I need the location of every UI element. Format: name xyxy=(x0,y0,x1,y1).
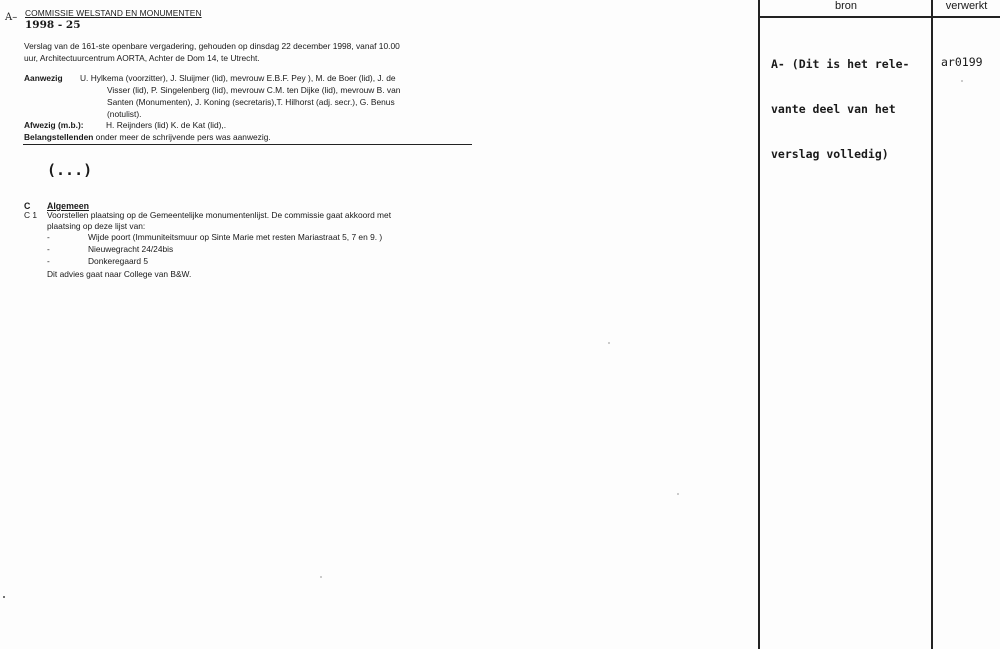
afwezig-list: H. Reijnders (lid) K. de Kat (lid),. xyxy=(106,120,227,130)
table-column-divider xyxy=(931,0,933,649)
margin-marker: A– xyxy=(5,12,18,23)
list-dash: - xyxy=(47,244,50,254)
list-dash: - xyxy=(47,232,50,242)
table-left-border xyxy=(758,0,760,649)
scan-speck xyxy=(3,596,5,598)
section-title: Algemeen xyxy=(47,201,90,211)
list-item: Wijde poort (Immuniteitsmuur op Sinte Marie met resten Mariastraat 5, 7 en 9. ) xyxy=(88,232,383,242)
verwerkt-column-header: verwerkt xyxy=(945,0,988,12)
bron-note: A- (Dit is het rele- vante deel van het verslag volledig) xyxy=(771,57,910,161)
afwezig-label: Afwezig (m.b.): xyxy=(24,120,84,130)
verwerkt-code: ar0199 xyxy=(941,55,983,69)
scan-speck xyxy=(608,342,610,344)
report-number: 1998 - 25 xyxy=(25,19,81,31)
list-item: Nieuwegracht 24/24bis xyxy=(88,244,174,254)
list-item: Donkeregaard 5 xyxy=(88,256,149,266)
omission-marker: (...) xyxy=(47,161,93,179)
scan-speck xyxy=(677,493,679,495)
scan-speck xyxy=(320,576,322,578)
header-divider xyxy=(23,144,472,145)
advice-line: Dit advies gaat naar College van B&W. xyxy=(47,269,192,279)
table-header-rule xyxy=(759,16,1000,18)
intro-paragraph: Verslag van de 161-ste openbare vergadering, gehouden op dinsdag 22 december 1998, vanaf 10.00 uur, Architectuurcentrum AORTA, Achter de Dom 14, te Utrecht. xyxy=(24,41,400,63)
bron-column-header: bron xyxy=(834,0,858,12)
belangstellenden-line: Belangstellenden onder meer de schrijvende pers was aanwezig. xyxy=(24,132,271,142)
item-number: C 1 xyxy=(24,210,38,220)
scan-speck xyxy=(961,80,963,82)
aanwezig-list: U. Hylkema (voorzitter), J. Sluijmer (lid), mevrouw E.B.F. Pey ), M. de Boer (lid), J. de Visser (lid), P. Singelenberg (lid), mevrouw C.M. ten Dijke (lid), mevrouw B. van Santen (Monumenten), J. Koning (secretaris),T. Hilhorst (adj. secr.), G. Benus (notulist). xyxy=(80,73,401,119)
aanwezig-label: Aanwezig xyxy=(24,73,63,83)
list-dash: - xyxy=(47,256,50,266)
commission-heading: COMMISSIE WELSTAND EN MONUMENTEN xyxy=(25,8,202,18)
section-letter: C xyxy=(24,201,31,211)
item-text: Voorstellen plaatsing op de Gemeentelijke monumentenlijst. De commissie gaat akkoord met plaatsing op deze lijst van: xyxy=(47,210,392,231)
